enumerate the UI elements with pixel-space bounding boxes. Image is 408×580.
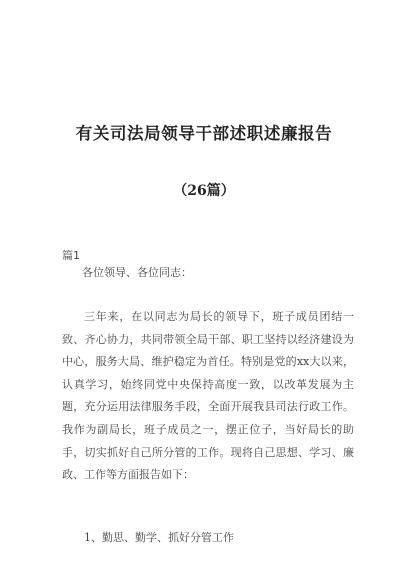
section-heading: 1、勤思、勤学、抓好分管工作 xyxy=(84,531,234,544)
body-paragraph: 三年来，在以同志为局长的领导下，班子成员团结一致、齐心协力，共同带领全局干部、职工坚持以经济建设为中心，服务大局、维护稳定为首任。特别是党的xx大以来，认真学习，始终同党中央保持高度一致，以改革发展为主题，充分运用法律服务手段，全面开展我县司法行政工作。我作为副局长，班子成员之一，摆正位子，当好局长的助手，切实抓好自己所分管的工作。现将自己思想、学习、廉政、工作等方面报告如下： xyxy=(62,310,354,482)
document-subtitle: （26篇） xyxy=(173,183,235,199)
salutation: 各位领导、各位同志： xyxy=(82,266,192,279)
chapter-label: 篇1 xyxy=(62,249,80,262)
document-title: 有关司法局领导干部述职述廉报告 xyxy=(75,124,333,143)
